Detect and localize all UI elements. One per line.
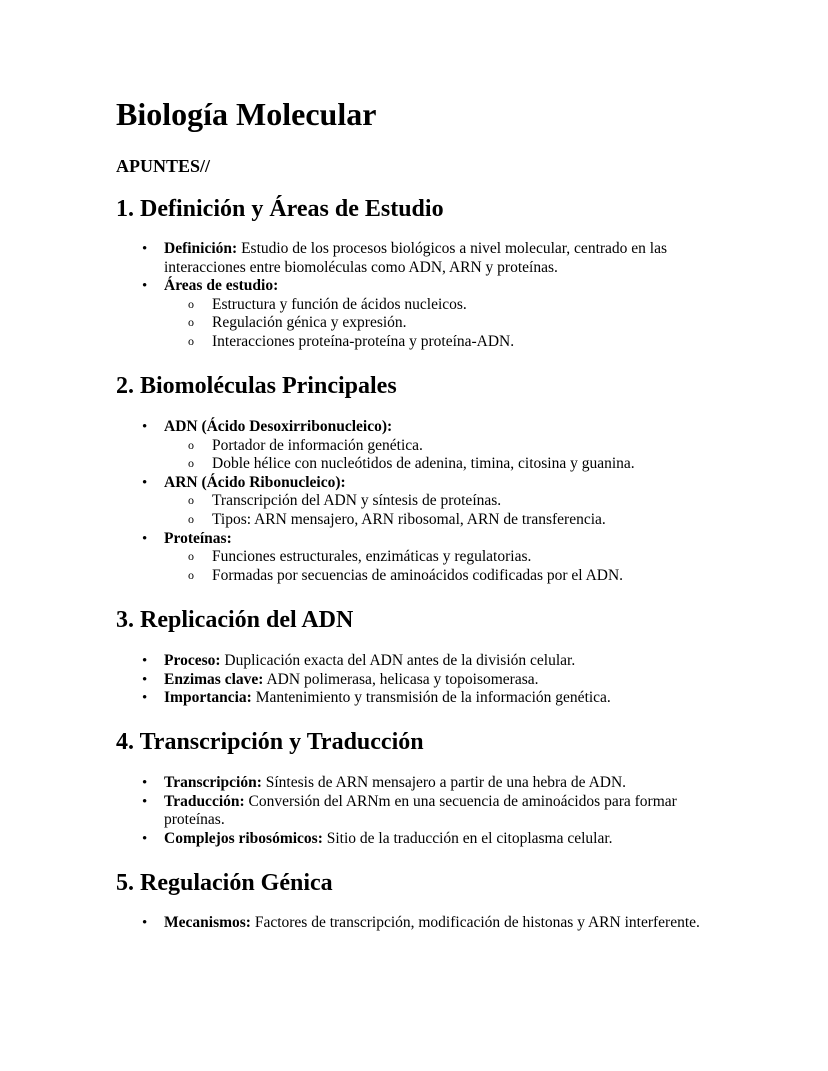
item-label: • Áreas de estudio: [164,277,279,295]
item-label: Mecanismos: [164,914,251,931]
item-label: Importancia: [164,689,252,707]
item-label: Definición: [164,240,238,257]
item-text: Conversión del ARNm en una secuencia de aminoácidos para formar proteínas. [164,792,677,829]
item-text: Síntesis de ARN mensajero a partir de una hebra de ADN. [265,774,627,791]
list-item [0,689,714,708]
section-heading-transcripcion: 4. Transcripción y Traducción [116,729,424,755]
item-label: • ARN (Ácido Ribonucleico): [164,473,346,491]
item-text: Duplicación exacta del ADN antes de la división celular. [224,652,576,669]
sub-item: o Regulación génica y expresión. [164,314,714,333]
section-list-transcripcion [0,774,828,848]
item-label: • Proteínas: [164,529,232,547]
item-label: Enzimas clave: [164,670,264,688]
item-text: Sitio de la traducción en el citoplasma celular. [326,829,613,847]
list-item [0,793,714,830]
sub-item: o Portador de información genética. [164,437,714,456]
section-list-biomoleculas [0,418,828,585]
sub-item: o Interacciones proteína-proteína y proteína-ADN. [164,333,714,352]
section-heading-regulacion: 5. Regulación Génica [116,870,333,896]
list-item [0,652,714,671]
list-item [0,914,714,933]
document-subtitle: APUNTES// [116,156,211,176]
sub-item: o Formadas por secuencias de aminoácidos codificadas por el ADN. [164,567,714,586]
list-item [0,418,714,474]
item-label: Transcripción: [164,774,262,791]
list-item [0,830,714,849]
sub-item: o Transcripción del ADN y síntesis de proteínas. [164,492,714,511]
sub-item: o Funciones estructurales, enzimáticas y regulatorias. [164,548,714,567]
list-item [0,277,714,351]
item-text: Mantenimiento y transmisión de la información genética. [255,689,611,707]
document-title: Biología Molecular [116,96,377,132]
item-text: Factores de transcripción, modificación de histonas y ARN interferente. [254,914,700,931]
item-label: Complejos ribosómicos: [164,829,323,847]
item-label: Proceso: [164,652,221,669]
section-heading-definicion: 1. Definición y Áreas de Estudio [116,196,444,222]
section-list-definicion [0,240,828,352]
list-item [0,530,714,586]
list-item [0,671,714,690]
list-item [0,474,714,530]
section-heading-biomoleculas: 2. Biomoléculas Principales [116,373,397,399]
sub-item: o Doble hélice con nucleótidos de adenina, timina, citosina y guanina. [164,455,714,474]
item-text: Estudio de los procesos biológicos a nivel molecular, centrado en las interacciones entre biomoléculas como ADN, ARN y proteínas. [164,240,668,276]
item-label: • ADN (Ácido Desoxirribonucleico): [164,418,393,435]
item-label: Traducción: [164,792,245,810]
section-heading-replicacion: 3. Replicación del ADN [116,607,354,633]
list-item [0,240,714,277]
section-list-replicacion [0,652,828,708]
section-list-regulacion [0,914,828,933]
item-text: ADN polimerasa, helicasa y topoisomerasa. [266,670,539,688]
sub-item: o Tipos: ARN mensajero, ARN ribosomal, ARN de transferencia. [164,511,714,530]
sub-item: o Estructura y función de ácidos nucleicos. [164,296,714,315]
list-item [0,774,714,793]
